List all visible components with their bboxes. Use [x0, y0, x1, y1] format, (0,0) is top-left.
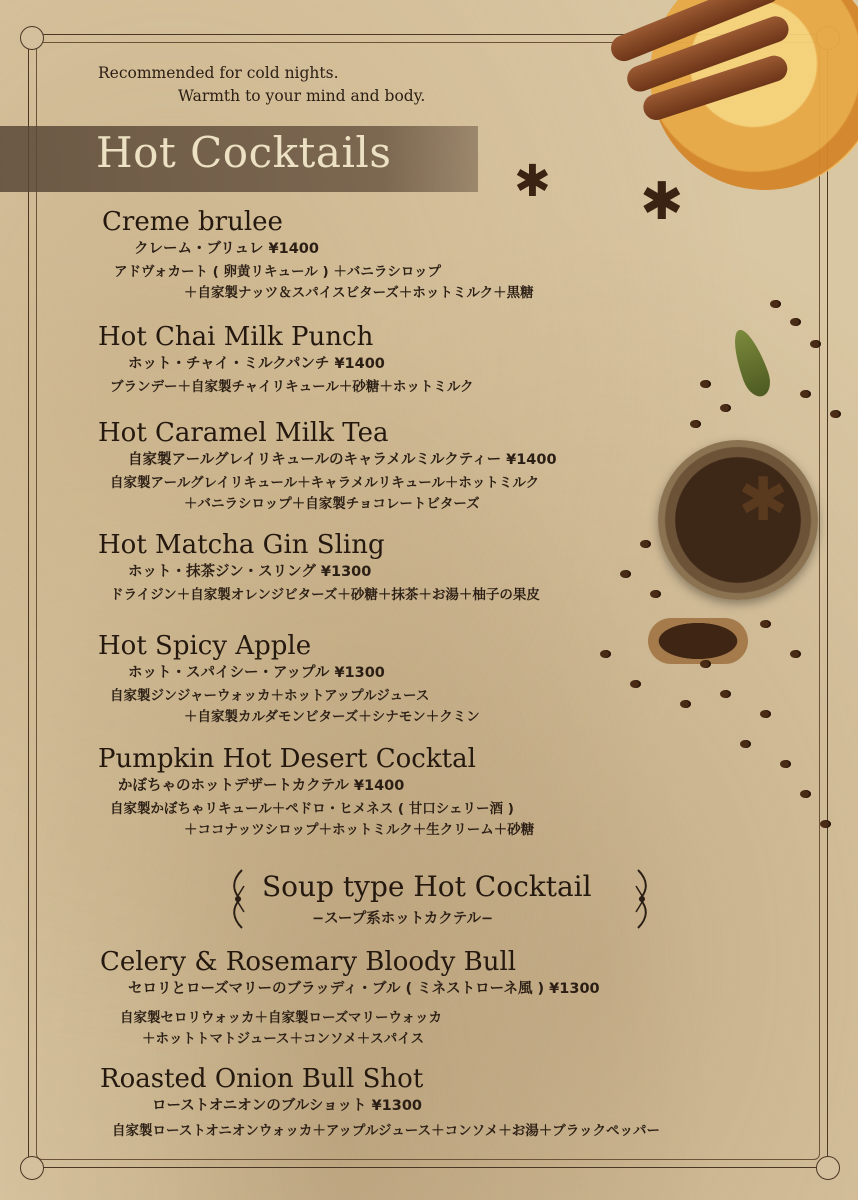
frame-corner-ornament — [20, 26, 44, 50]
menu-item-ingredients — [100, 1008, 600, 1050]
coffee-bean — [790, 318, 801, 326]
coffee-bean — [690, 420, 701, 428]
menu-item-name: Celery & Rosemary Bloody Bull — [100, 947, 517, 977]
ingredients-line: 自家製ローストオニオンウォッカ＋アップルジュース＋コンソメ＋お湯＋ブラックペッパー — [112, 1123, 661, 1139]
ingredients-line: ＋自家製カルダモンビターズ＋シナモン＋クミン — [184, 709, 480, 725]
ingredients-line: ドライジン＋自家製オレンジビターズ＋砂糖＋抹茶＋お湯＋柚子の果皮 — [110, 587, 540, 603]
coffee-bean — [720, 404, 731, 412]
coffee-bean — [720, 690, 731, 698]
soup-section-title: Soup type Hot Cocktail — [262, 870, 592, 903]
right-ornament-icon — [632, 866, 652, 932]
menu-item — [98, 743, 534, 841]
menu-item-name: Hot Matcha Gin Sling — [98, 530, 385, 560]
menu-item-jp-title: ホット・スパイシー・アップル ¥1300 — [128, 665, 385, 681]
menu-item-ingredients — [98, 799, 534, 841]
coffee-bean — [820, 820, 831, 828]
frame-corner-ornament — [20, 1156, 44, 1180]
menu-item-name: Hot Chai Milk Punch — [98, 322, 374, 352]
ingredients-line: 自家製セロリウォッカ＋自家製ローズマリーウォッカ — [120, 1010, 442, 1026]
coffee-bean — [620, 570, 631, 578]
coffee-bean — [650, 590, 661, 598]
menu-item-ingredients — [100, 1121, 660, 1142]
menu-item-jp-title: ホット・チャイ・ミルクパンチ ¥1400 — [128, 356, 385, 372]
menu-item-ingredients — [98, 585, 540, 606]
star-anise-icon: ✱ — [738, 465, 789, 535]
coffee-bean — [640, 540, 651, 548]
coffee-bean — [800, 390, 811, 398]
menu-item — [100, 1063, 660, 1142]
menu-item-jp-title: セロリとローズマリーのブラッディ・ブル ( ミネストローネ風 ) ¥1300 — [128, 981, 600, 997]
spice-scoop-image — [648, 618, 748, 664]
ingredients-line: ＋ホットトマトジュース＋コンソメ＋スパイス — [142, 1031, 425, 1047]
coffee-bean — [680, 700, 691, 708]
ingredients-line: ＋ココナッツシロップ＋ホットミルク＋生クリーム＋砂糖 — [184, 822, 535, 838]
coffee-bean — [760, 710, 771, 718]
coffee-bean — [630, 680, 641, 688]
menu-item — [98, 417, 557, 515]
menu-item-name: Creme brulee — [102, 207, 283, 237]
menu-item-name: Pumpkin Hot Desert Cocktal — [98, 744, 476, 774]
menu-item-ingredients — [98, 686, 480, 728]
coffee-bean — [740, 740, 751, 748]
menu-item — [98, 206, 534, 304]
menu-item-ingredients — [98, 473, 557, 515]
ingredients-line: 自家製ジンジャーウォッカ＋ホットアップルジュース — [110, 688, 430, 704]
menu-item — [98, 529, 540, 606]
intro-line-1: Recommended for cold nights. — [98, 64, 339, 82]
menu-item-jp-title: ローストオニオンのブルショット ¥1300 — [152, 1098, 423, 1114]
menu-item-jp-title: ホット・抹茶ジン・スリング ¥1300 — [128, 564, 372, 580]
menu-item-name: Roasted Onion Bull Shot — [100, 1064, 424, 1094]
menu-item-name: Hot Spicy Apple — [98, 631, 312, 661]
frame-corner-ornament — [816, 1156, 840, 1180]
coffee-bean — [830, 410, 841, 418]
ingredients-line: ＋自家製ナッツ＆スパイスビターズ＋ホットミルク＋黒糖 — [184, 285, 534, 301]
coffee-bean — [700, 660, 711, 668]
coffee-bean — [810, 340, 821, 348]
menu-item-jp-title: かぼちゃのホットデザートカクテル ¥1400 — [118, 778, 405, 794]
page-title: Hot Cocktails — [96, 128, 392, 177]
ingredients-line: ＋バニラシロップ＋自家製チョコレートビターズ — [184, 496, 480, 512]
ingredients-line: 自家製かぼちゃリキュール＋ペドロ・ヒメネス ( 甘口シェリー酒 ) — [110, 801, 514, 817]
menu-item — [98, 630, 480, 728]
menu-item-name: Hot Caramel Milk Tea — [98, 418, 389, 448]
intro-line-2: Warmth to your mind and body. — [178, 87, 426, 105]
coffee-bean — [770, 300, 781, 308]
menu-item-jp-title: 自家製アールグレイリキュールのキャラメルミルクティー ¥1400 — [128, 452, 557, 468]
left-ornament-icon — [228, 866, 248, 932]
star-anise-icon: ✱ — [640, 172, 684, 232]
menu-item — [98, 321, 474, 398]
menu-item-ingredients — [98, 377, 474, 398]
soup-section-subtitle: −スープ系ホットカクテル− — [312, 911, 494, 927]
coffee-bean — [800, 790, 811, 798]
coffee-bean — [760, 620, 771, 628]
coffee-bean — [600, 650, 611, 658]
menu-item-jp-title: クレーム・ブリュレ ¥1400 — [134, 241, 319, 257]
menu-item-ingredients — [98, 262, 534, 304]
coffee-bean — [790, 650, 801, 658]
ingredients-line: 自家製アールグレイリキュール＋キャラメルリキュール＋ホットミルク — [110, 475, 540, 491]
coffee-bean — [700, 380, 711, 388]
ingredients-line: アドヴォカート ( 卵黄リキュール ) ＋バニラシロップ — [114, 264, 442, 280]
star-anise-icon: ✱ — [514, 156, 551, 207]
menu-item — [100, 946, 600, 1050]
ingredients-line: ブランデー＋自家製チャイリキュール＋砂糖＋ホットミルク — [110, 379, 474, 395]
intro-text — [98, 62, 425, 108]
coffee-bean — [780, 760, 791, 768]
